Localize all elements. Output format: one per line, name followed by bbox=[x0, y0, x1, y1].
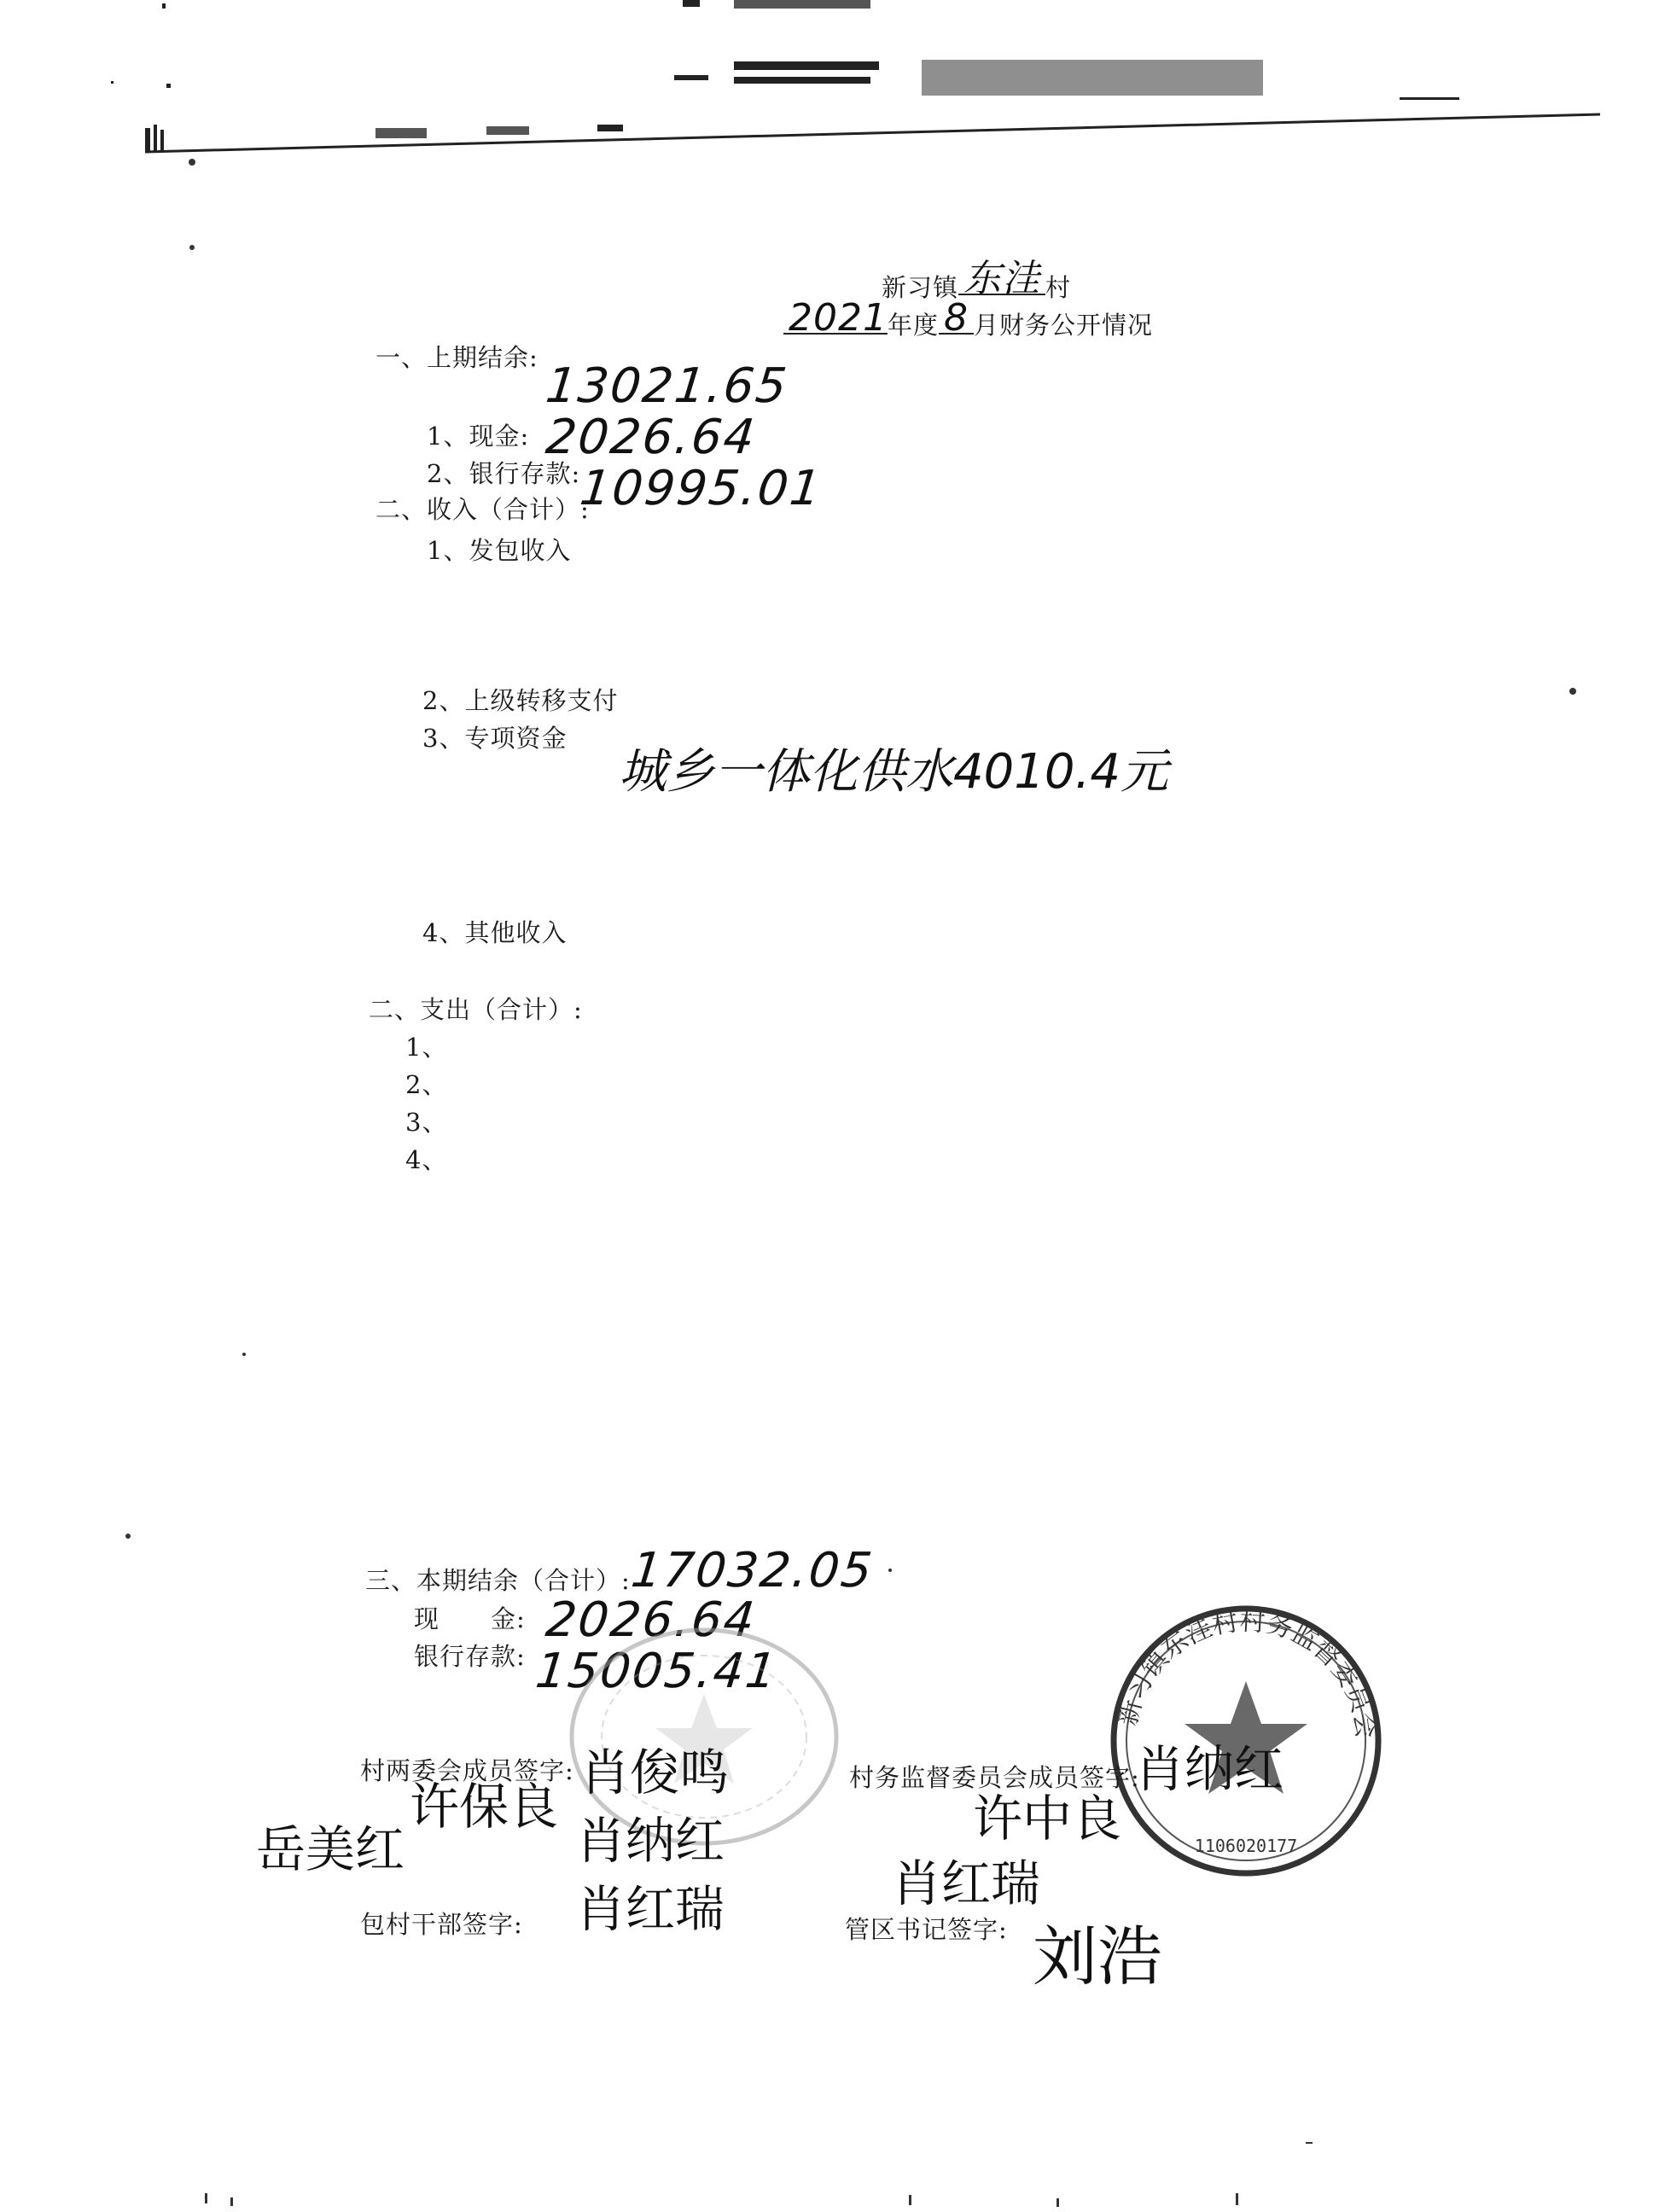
prev-bank-label: 2、银行存款: bbox=[427, 459, 581, 488]
expense-item-3: 3、 bbox=[405, 1108, 448, 1137]
district-secretary-sign-label: 管区书记签字: bbox=[845, 1915, 1008, 1944]
signature-left-1: 岳美红 bbox=[256, 1820, 405, 1878]
current-balance-value: 17032.05 bbox=[628, 1543, 876, 1598]
current-balance-label: 三、本期结余（合计）: bbox=[365, 1566, 631, 1595]
year-suffix: 年度 bbox=[888, 311, 940, 340]
income-item-2-label: 2、上级转移支付 bbox=[422, 686, 619, 715]
cadre-sign-label: 包村干部签字: bbox=[360, 1910, 523, 1939]
income-item-3-label: 3、专项资金 bbox=[422, 724, 568, 753]
signature-left-5: 肖红瑞 bbox=[576, 1880, 725, 1938]
month-suffix: 月财务公开情况 bbox=[974, 311, 1154, 340]
signature-left-3: 肖俊鸣 bbox=[580, 1743, 730, 1802]
expense-item-1: 1、 bbox=[405, 1033, 448, 1062]
income-label: 二、收入（合计）: bbox=[375, 495, 590, 524]
income-item-4-label: 4、其他收入 bbox=[422, 918, 568, 947]
svg-text:新习镇东洼村村务监督委员会: 新习镇东洼村村务监督委员会 bbox=[1112, 1606, 1381, 1741]
supervision-sign-label: 村务监督委员会成员签字: bbox=[849, 1763, 1140, 1792]
prev-cash-label: 1、现金: bbox=[427, 422, 530, 451]
income-item-1-label: 1、发包收入 bbox=[427, 536, 572, 565]
prev-cash-value: 2026.64 bbox=[543, 410, 759, 465]
signature-right-3: 肖红瑞 bbox=[892, 1854, 1041, 1912]
signature-right-1: 肖纳红 bbox=[1135, 1740, 1284, 1798]
signature-right-2: 许中良 bbox=[973, 1790, 1122, 1848]
svg-text:1106020177: 1106020177 bbox=[1194, 1836, 1298, 1856]
prev-balance-label: 一、上期结余: bbox=[375, 343, 538, 372]
prev-bank-value: 10995.01 bbox=[577, 461, 825, 516]
signature-right-4: 刘浩 bbox=[1033, 1918, 1162, 1994]
month-value: 8 bbox=[939, 304, 974, 335]
village-name: 东洼 bbox=[958, 265, 1045, 295]
signature-left-4: 肖纳红 bbox=[576, 1812, 725, 1870]
signature-left-2: 许保良 bbox=[410, 1778, 559, 1836]
prev-balance-value: 13021.65 bbox=[543, 358, 791, 414]
expense-item-2: 2、 bbox=[405, 1070, 448, 1099]
village-suffix: 村 bbox=[1045, 273, 1072, 302]
expense-item-4: 4、 bbox=[405, 1145, 448, 1174]
expense-label: 二、支出（合计）: bbox=[369, 995, 583, 1024]
year-value: 2021 bbox=[783, 304, 888, 335]
town-name: 新习镇 bbox=[882, 273, 959, 302]
current-bank-label: 银行存款: bbox=[414, 1642, 526, 1671]
current-cash-label: 现 金: bbox=[414, 1604, 526, 1633]
village-committee-sign-label: 村两委会成员签字: bbox=[360, 1756, 574, 1785]
current-cash-value: 2026.64 bbox=[543, 1592, 759, 1648]
special-funds-value: 城乡一体化供水4010.4元 bbox=[619, 744, 1168, 800]
current-bank-value: 15005.41 bbox=[533, 1644, 781, 1699]
